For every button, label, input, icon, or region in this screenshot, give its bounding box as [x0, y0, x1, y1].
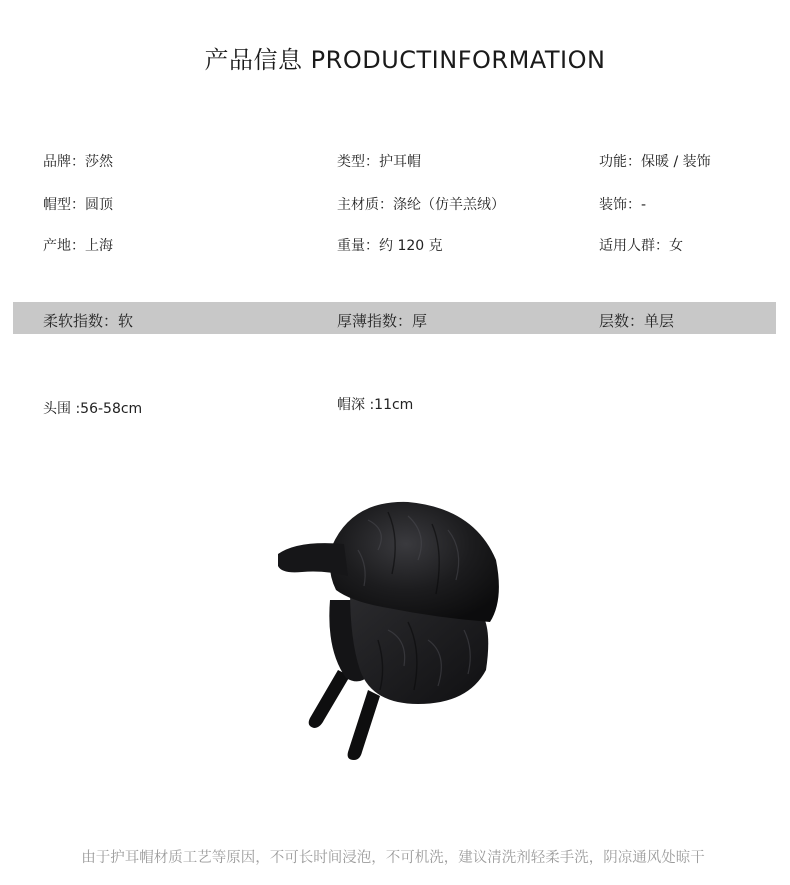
page-title: 产品信息 PRODUCTINFORMATION [204, 46, 606, 74]
hat-image [268, 490, 508, 770]
spec-category: 类型：护耳帽 [337, 154, 421, 170]
layers-index: 层数：单层 [599, 312, 675, 330]
thickness-index: 厚薄指数：厚 [337, 312, 428, 330]
spec-decoration: 装饰：- [599, 197, 647, 213]
right-strap [348, 690, 380, 760]
index-band [13, 302, 776, 334]
hat-visor [278, 543, 348, 576]
spec-material: 主材质：涤纶（仿羊羔绒） [337, 197, 505, 213]
left-strap [309, 670, 350, 728]
spec-weight: 重量：约 120 克 [337, 238, 443, 254]
spec-origin: 产地：上海 [43, 238, 113, 254]
spec-audience: 适用人群：女 [599, 238, 683, 254]
size-depth: 帽深 :11cm [337, 397, 414, 413]
spec-function: 功能：保暖 / 装饰 [599, 154, 711, 170]
softness-index: 柔软指数：软 [43, 312, 134, 330]
spec-brand: 品牌：莎然 [43, 154, 113, 170]
size-head: 头围 :56-58cm [43, 401, 143, 417]
care-note: 由于护耳帽材质工艺等原因，不可长时间浸泡，不可机洗，建议清洗剂轻柔手洗，阴凉通风处晾干 [81, 850, 705, 866]
spec-crown: 帽型：圆顶 [43, 197, 113, 213]
